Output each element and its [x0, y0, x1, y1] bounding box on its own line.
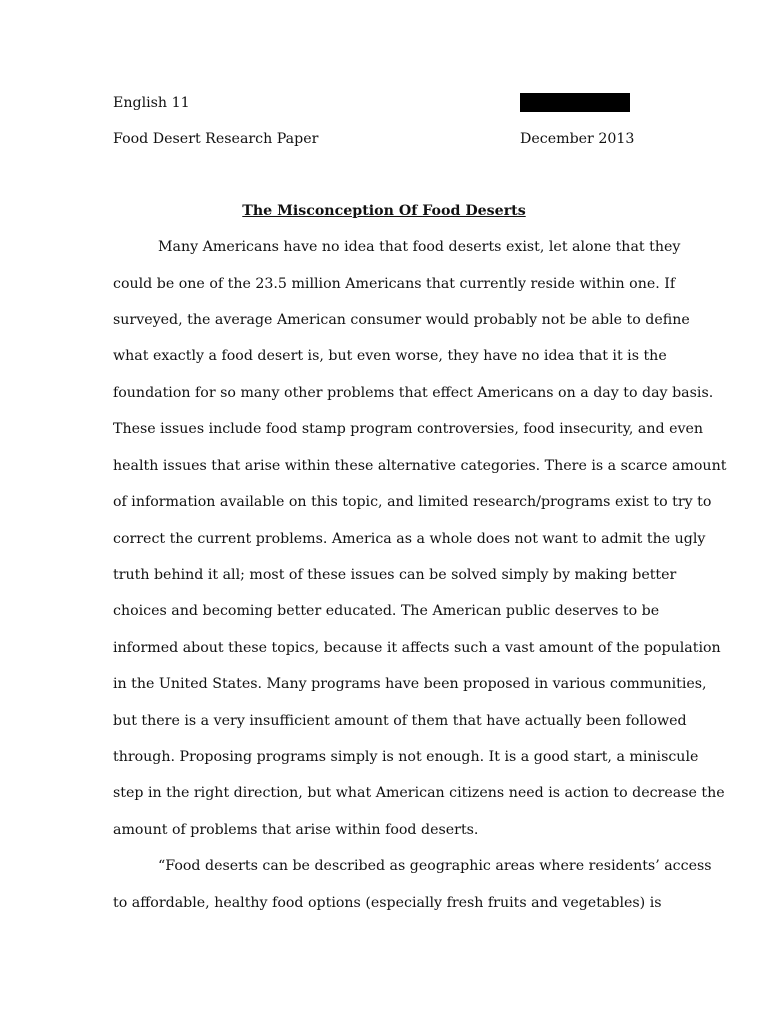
body-text-line: in the United States. Many programs have been proposed in various communities,	[113, 676, 707, 692]
body-text-line: of information available on this topic, and limited research/programs exist to try to	[113, 494, 712, 510]
body-text-line: truth behind it all; most of these issues can be solved simply by making better	[113, 567, 677, 583]
assignment-name: Food Desert Research Paper	[113, 131, 319, 147]
body-text-line: “Food deserts can be described as geographic areas where residents’ access	[158, 858, 712, 874]
body-text-line: foundation for so many other problems that effect Americans on a day to day basis.	[113, 385, 714, 401]
body-text-line: choices and becoming better educated. The American public deserves to be	[113, 603, 660, 619]
body-text-line: correct the current problems. America as a whole does not want to admit the ugly	[113, 531, 706, 547]
redacted-name-block	[520, 93, 630, 112]
body-text-line: step in the right direction, but what American citizens need is action to decrease the	[113, 785, 725, 801]
paper-title: The Misconception Of Food Deserts	[242, 203, 526, 219]
body-text-line: informed about these topics, because it affects such a vast amount of the population	[113, 640, 721, 656]
body-text-line: amount of problems that arise within food deserts.	[113, 822, 479, 838]
body-text-line: but there is a very insufficient amount of them that have actually been followed	[113, 713, 687, 729]
body-text-line: could be one of the 23.5 million Americans that currently reside within one. If	[113, 276, 676, 292]
body-text-line: health issues that arise within these alternative categories. There is a scarce amount	[113, 458, 727, 474]
body-text-line: to affordable, healthy food options (especially fresh fruits and vegetables) is	[113, 895, 662, 911]
course-name: English 11	[113, 95, 190, 111]
body-text-line: through. Proposing programs simply is not enough. It is a good start, a miniscule	[113, 749, 699, 765]
body-text-line: what exactly a food desert is, but even worse, they have no idea that it is the	[113, 348, 667, 364]
paper-date: December 2013	[520, 131, 635, 147]
body-text-line: These issues include food stamp program controversies, food insecurity, and even	[113, 421, 704, 437]
body-text-line: Many Americans have no idea that food deserts exist, let alone that they	[158, 239, 681, 255]
body-text-line: surveyed, the average American consumer would probably not be able to define	[113, 312, 690, 328]
